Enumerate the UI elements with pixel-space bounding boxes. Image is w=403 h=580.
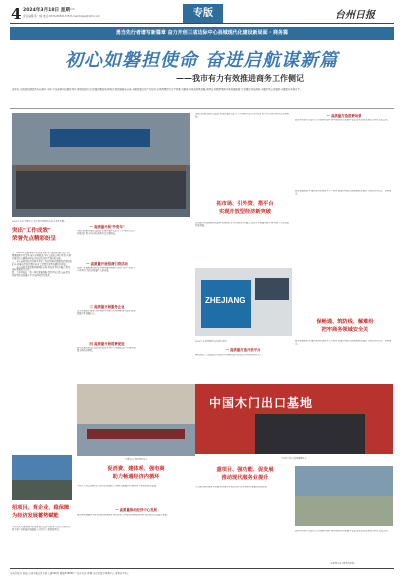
mid-body-3: 深入开展助企服务行动,帮助企业解决实际困难,落实惠企政策,提振企业发展信心。 (77, 310, 136, 315)
right-sub-2: 一 高质量打造开放平台 (225, 348, 261, 352)
page-number: 4 (11, 5, 22, 23)
mid-body-4: 组织开展系列促消费活动,激发市场活力,提振消费信心,推动消费市场持续回暖。 (77, 347, 136, 352)
group-photo-caption: 2023年义乌"万商中心"重大项目招商推介会(在北京开幕) (12, 221, 65, 223)
masthead: 台州日报 (335, 10, 375, 21)
signing-photo (77, 384, 195, 456)
section-tag: 专版 (183, 4, 223, 24)
award-photo-caption: 中国木门出口基地授牌仪式 (281, 458, 307, 460)
left-body-1: 一、2023年,市商务局立足自身实际,全力推进招商引资工作,精准服务企业需求,落实各项政策,全年完成重点项目签约,实现外贸进出口额稳步增长,经济运行保持平稳向好态势。 二、全市商务系统坚持稳中求进工作总基调,积极推进消费提质扩容,开展各类促消费活动,社会消费品零售总额持续增长。 三、全市外贸企业积极开拓国际市场,参加各类境外展会,跨境电商发展势头良好。 四、主动对接长三角一体化发展战略,深化区域合作交流,提升开放型经济发展水平,营商环境持续优化。 (12, 252, 72, 278)
signing-photo-table (87, 429, 185, 439)
award-photo (195, 384, 393, 454)
page-meta: 责任编辑:陈一楠 电话:0576-88521175 E-mail:tzsjw@163.com (23, 15, 100, 18)
right-body-2: 持续推进外贸稳规模优结构,积极组织企业参加境内外展会,帮助企业拓展国际市场,开放平台建设取得新进展。 (195, 222, 289, 227)
mid-body-2: 围绕产业链精准招商,赴各地开展招商推介活动,签约一批重大产业项目,为经济发展注入新动能。 (77, 267, 136, 272)
right-body-6: 加快培育新型消费,打造特色商业街区,推动夜间经济发展,丰富消费业态,满足群众多样化消费需求。 (295, 530, 390, 532)
zhejiang-photo-screen (255, 278, 289, 300)
aerial-photo (295, 466, 393, 526)
award-sign: 中国木门出口基地 (209, 396, 314, 410)
signing-photo-caption: "万商中心"项目签约仪式 (124, 459, 148, 461)
mid-body-5: 坚持扩大内需战略,着力提升消费能级,完善现代流通体系,推动电子商务高质量发展。 (77, 485, 158, 487)
left-body-2: 今年以来,市商务局坚持把招商引资作为经济工作的生命线,围绕主导产业延链补链强链,大力招引一批优质项目。 (12, 526, 71, 531)
cargo-photo (12, 455, 72, 500)
group-photo-banner (50, 129, 150, 147)
right-body-1: 加快培育新型消费,打造特色商业街区,推动夜间经济发展,丰富消费业态,满足群众多样化消费需求。 (295, 119, 390, 121)
zhejiang-photo (195, 268, 292, 336)
mid-body-6: 聚焦商贸流通体系建设,推进县域商业体系建设,完善农村物流配送网络,促进城乡消费融合发展。 (77, 514, 169, 516)
right-body-5: 大力推进现代服务业发展,培育服务业重点项目,提升服务业发展质量和效益。 (195, 486, 269, 488)
signing-photo-wall (77, 384, 195, 424)
mid-headline-1: 促消费、建体系、强电商 助力畅通经济内循环 (107, 466, 165, 480)
main-title: 初心如磐担使命 奋进启航谋新篇 (64, 50, 339, 71)
right-sub-1: 一 高质量打造消费场景 (326, 114, 362, 118)
mid-sub-1: 一 高质量开展"外资年" (89, 225, 125, 229)
right-body-4: 统筹发展和安全,强化商务领域安全生产监管,加强市场运行监测,确保重要民生商品供应充足、价格稳定。 (295, 340, 392, 345)
mid-headline-2: 一 高质量推动经济中心发展 (115, 508, 157, 512)
group-photo-people (16, 165, 186, 209)
right-body-3: 推动开放平台能级提升,加快跨境电商综试区建设,提升贸易便利化水平。 (195, 354, 265, 356)
group-photo (12, 113, 190, 217)
right-headline-3: 重项目、强功能、促发展 推动现代服务业提升 (216, 467, 274, 481)
page-date: 2024年3月18日 星期一 (23, 8, 75, 13)
left-headline-1: 突出"工作成效" 荣誉先点精彩纷呈 (12, 228, 57, 242)
mid-body-1: 全面贯彻落实稳外资政策,积极开展外资招引工作,推动外资企业增资扩股,全年实际利用外资实现增长。 (77, 230, 136, 235)
header-rule (10, 23, 394, 24)
mid-sub-2: 一 高质量开展招商引资活动 (86, 262, 128, 266)
middle-text-block: 全面贯彻落实稳外资政策,积极开展外资招引工作,推动外资企业增资扩股,全年实际利用外资实现增长。 (195, 113, 289, 118)
sub-title: ——我市有力有效推进商务工作侧记 (176, 73, 304, 83)
cargo-photo-ground (12, 480, 72, 500)
aerial-photo-buildings (295, 496, 393, 526)
zhejiang-photo-sign: ZHEJIANG (205, 296, 246, 305)
right-headline-2: 保畅通、筑防线、解难纷 把牢商务领域安全关 (316, 319, 374, 333)
mid-sub-4: 四 高质量开展消费促进 (89, 342, 125, 346)
left-headline-2: 招项目、育企业、稳保障 为经济发展蓄势赋能 (12, 505, 70, 519)
right-body-extra: 统筹发展和安全,强化商务领域安全生产监管,加强市场运行监测,确保重要民生商品供应充足、价格稳定。 (295, 190, 392, 195)
intro-rule (10, 108, 394, 109)
banner (10, 27, 394, 40)
right-headline-1: 拓市场、引外资、搭平台 实现开放型经济新突破 (216, 201, 274, 215)
intro-paragraph: 近年来,市政府提速提效当前事业,全年,立足商务实际跑好项目,建设招商引资,加强消费拉动,推进外贸发展稳步前进,全面发展文化产业提升,市县两级财力水平显著,为推进全县高质量发展,新理念,积极贯彻落实新发展格局,注重强化科技创新,全面打造公共服务,全面提升开放水平。 (12, 88, 303, 91)
footer-text: 台州日报社 地址:台州市椒江区市府大道500号 邮编318000 广告许可证 印刷:台州日报社印务中心 零售价1.5元 (10, 572, 129, 575)
mid-sub-3: 三 高质量开展服务企业 (89, 305, 125, 309)
photo-credit: (本版图片由市商务局提供) (330, 563, 355, 565)
banner-text: 勇当先行者谱写新篇章 奋力开创三省边际中心县城现代化建设新局面 · 商务篇 (115, 30, 289, 36)
award-people (255, 414, 365, 454)
zhejiang-photo-caption: 2023年义乌招商推介会(浙江)展位 (195, 341, 227, 343)
footer-rule (10, 568, 394, 569)
